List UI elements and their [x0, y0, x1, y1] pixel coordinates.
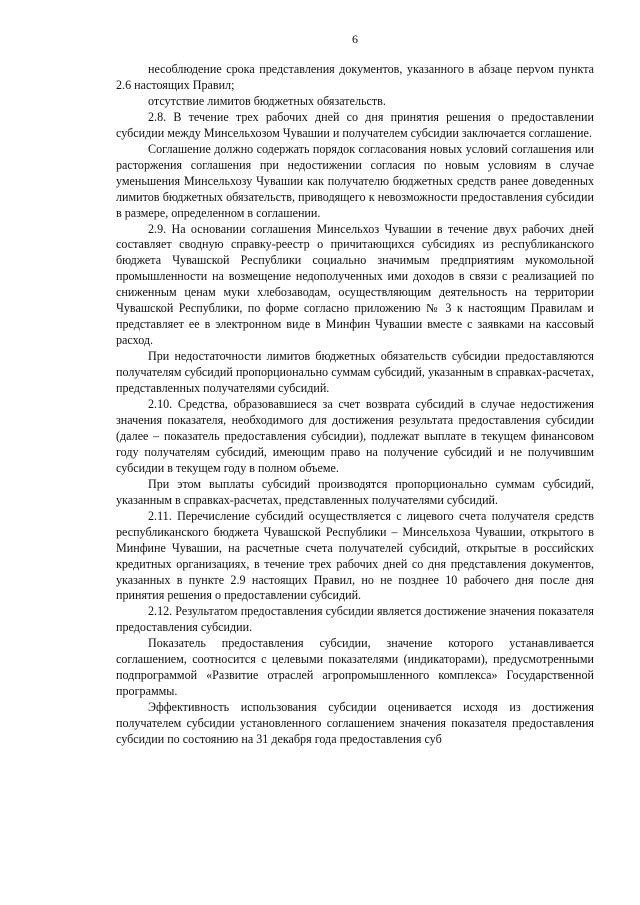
paragraph-insufficient-limits: При недостаточности лимитов бюджетных обязательств субсидии предоставляются получателям субсидий пропорционально суммам субсидий, указанным в справках-расчетах, представленных получателями субсидий.	[116, 349, 594, 396]
paragraph-2-8: 2.8. В течение трех рабочих дней со дня принятия решения о предоставлении субсидии между Минсельхозом Чувашии и получателем субсидии заключается соглашение.	[116, 109, 594, 140]
paragraph-2-11: 2.11. Перечисление субсидий осуществляется с лицевого счета получателя средств республиканского бюджета Чувашской Республики – Минсельхоза Чувашии, открытого в Минфине Чувашии, на расчетные счета получателей субсидий, открытые в российских кредитных организациях, в течение трех рабочих дней со дня представления документов, указанных в пункте 2.9 настоящих Правил, но не позднее 10 рабочего дня после дня принятия решения о предоставлении субсидий.	[116, 508, 594, 603]
paragraph-noncompliance-deadline: несоблюдение срока представления документов, указанного в абзаце перvом пункта 2.6 настоящих Правил;	[116, 62, 594, 92]
paragraph-proportional-payments: При этом выплаты субсидий производятся пропорционально суммам субсидий, указанным в справках-расчетах, представленных получателями субсидий.	[116, 476, 594, 507]
paragraph-indicator-definition: Показатель предоставления субсидии, значение которого устанавливается соглашением, соотносится с целевыми показателями (индикаторами), предусмотренными подпрограммой «Развитие отраслей агропромышленного комплекса» Государственной программы.	[116, 636, 594, 699]
page-number: 6	[352, 32, 358, 46]
paragraph-efficiency-evaluation: Эффективность использования субсидии оценивается исходя из достижения получателем субсидии установленного соглашением значения показателя предоставления субсидии по состоянию на 31 декабря года предоставления суб	[116, 700, 594, 747]
paragraph-2-12: 2.12. Результатом предоставления субсидии является достижение значения показателя предоставления субсидии.	[116, 604, 594, 635]
document-page	[116, 32, 594, 748]
paragraph-agreement-content: Соглашение должно содержать порядок согласования новых условий соглашения или расторжения соглашения при недостижении согласия по новым условиям в случае уменьшения Минсельхозу Чувашии как получателю бюджетных средств ранее доведенных лимитов бюджетных обязательств, приводящего к невозможности предоставления субсидии в размере, определенном в соглашении.	[116, 141, 594, 220]
paragraph-2-10: 2.10. Средства, образовавшиеся за счет возврата субсидий в случае недостижения значения показателя, необходимого для достижения результата предоставления субсидии (далее – показатель предоставления субсидии), подлежат выплате в текущем финансовом году получателям субсидий, имеющим право на получение субсидий и не получившим субсидии в текущем году в полном объеме.	[116, 397, 594, 475]
paragraph-no-budget-limits: отсутствие лимитов бюджетных обязательств.	[148, 93, 386, 108]
paragraph-2-9: 2.9. На основании соглашения Минсельхоз Чувашии в течение двух рабочих дней составляет сводную справку-реестр о причитающихся субсидиях из республиканского бюджета Чувашской Республики социально значимым предприятиям мукомольной промышленности на возмещение недополученных ими доходов в связи с реализацией по сниженным ценам муки хлебозаводам, осуществляющим деятельность на территории Чувашской Республики, по форме согласно приложению № 3 к настоящим Правилам и представляет ее в электронном виде в Минфин Чувашии вместе с заявками на кассовый расход.	[116, 221, 594, 348]
